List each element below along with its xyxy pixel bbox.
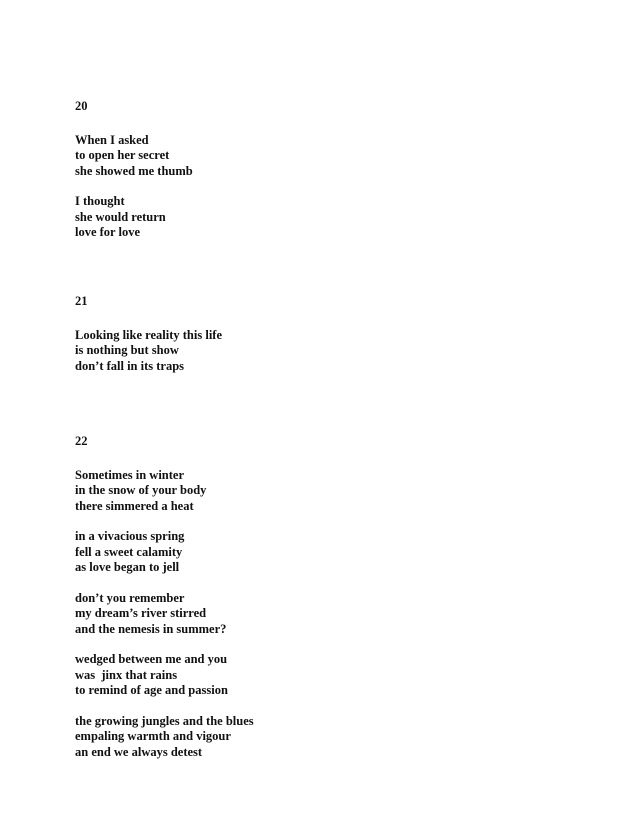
- poem-line: to remind of age and passion: [75, 683, 228, 697]
- poem-line: love for love: [75, 225, 141, 239]
- stanza: [75, 133, 193, 180]
- poem-22: [75, 434, 254, 760]
- poem-20: [75, 99, 193, 241]
- poem-line: fell a sweet calamity: [75, 544, 183, 559]
- poem-line: I thought: [75, 194, 125, 208]
- poem-line: to open her secret: [75, 148, 170, 162]
- poem-line: the growing jungles and the blues: [75, 713, 254, 728]
- poem-line: as love began to jell: [75, 560, 180, 574]
- poem-line: my dream’s river stirred: [75, 606, 207, 620]
- stanza: [75, 591, 254, 638]
- poem-line: was jinx that rains: [75, 667, 178, 682]
- stanza: [75, 194, 193, 241]
- poem-number: 20: [75, 99, 88, 113]
- poem-line: don’t fall in its traps: [75, 358, 185, 373]
- poem-line: and the nemesis in summer?: [75, 621, 227, 636]
- poem-number: 22: [75, 434, 88, 448]
- poem-line: in the snow of your body: [75, 483, 207, 497]
- stanza: [75, 529, 254, 576]
- poem-line: she would return: [75, 209, 166, 224]
- stanza: [75, 328, 222, 375]
- poem-line: don’t you remember: [75, 590, 185, 605]
- poem-line: Looking like reality this life: [75, 327, 222, 342]
- poem-line: empaling warmth and vigour: [75, 729, 231, 743]
- poem-line: in a vivacious spring: [75, 529, 185, 543]
- poem-line: she showed me thumb: [75, 163, 193, 178]
- poem-line: Sometimes in winter: [75, 467, 185, 482]
- stanza: [75, 714, 254, 761]
- poem-line: there simmered a heat: [75, 498, 194, 513]
- poem-line: is nothing but show: [75, 343, 179, 357]
- poem-21: [75, 294, 222, 374]
- poem-line: wedged between me and you: [75, 652, 228, 666]
- poem-number: 21: [75, 294, 88, 308]
- poem-line: an end we always detest: [75, 744, 203, 759]
- stanza: [75, 652, 254, 699]
- stanza: [75, 468, 254, 515]
- poem-line: When I asked: [75, 132, 149, 147]
